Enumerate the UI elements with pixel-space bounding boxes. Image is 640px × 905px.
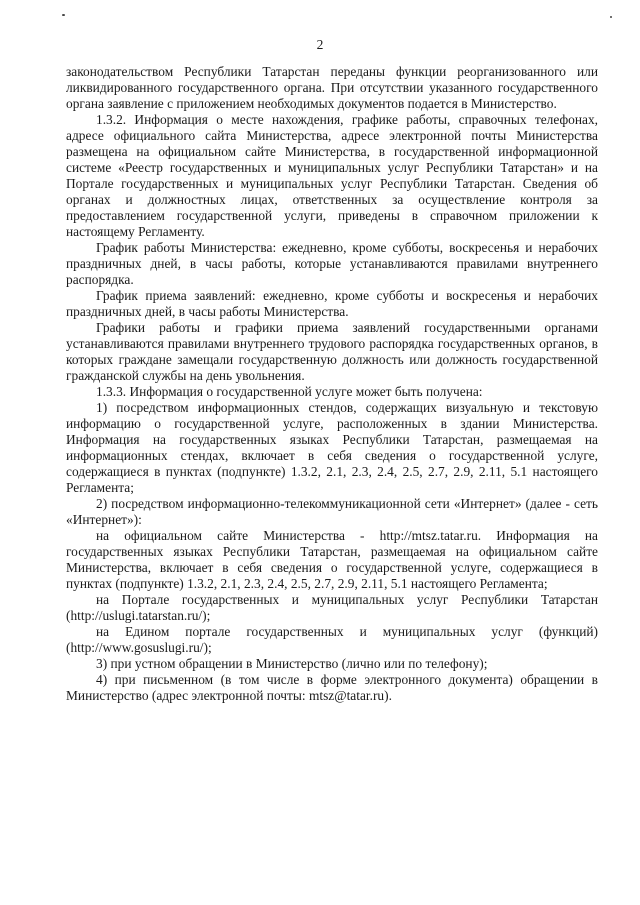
document-body (66, 64, 598, 704)
scan-speck (610, 16, 612, 18)
paragraph: 1.3.2. Информация о месте нахождения, графике работы, справочных телефонах, адресе официального сайта Министерства, адресе электронной почты Министерства размещена на официальном сайте Министерства, в государственной информационной системе «Реестр государственных и муниципальных услуг Республики Татарстан» и на Портале государственных и муниципальных услуг Республики Татарстан. Сведения об органах и должностных лицах, ответственных за осуществление контроля за предоставлением государственной услуги, приведены в справочном приложении к настоящему Регламенту. (66, 112, 598, 239)
paragraph: 2) посредством информационно-телекоммуникационной сети «Интернет» (далее - сеть «Интернет»): (66, 496, 598, 527)
paragraph: График приема заявлений: ежедневно, кроме субботы и воскресенья и нерабочих праздничных дней, в часы работы Министерства. (66, 288, 598, 319)
paragraph: 1) посредством информационных стендов, содержащих визуальную и текстовую информацию о государственной услуге, расположенных в здании Министерства. Информация на государственных языках Республики Татарстан, размещаемая на информационных стендах, включает в себя сведения о государственной услуге, содержащиеся в пунктах (подпункте) 1.3.2, 2.1, 2.3, 2.4, 2.5, 2.7, 2.9, 2.11, 5.1 настоящего Регламента; (66, 400, 598, 495)
paragraph: График работы Министерства: ежедневно, кроме субботы, воскресенья и нерабочих праздничных дней, в часы работы, которые устанавливаются правилами внутреннего распорядка. (66, 240, 598, 287)
paragraph: 1.3.3. Информация о государственной услуге может быть получена: (96, 384, 483, 399)
paragraph: 4) при письменном (в том числе в форме электронного документа) обращении в Министерство (адрес электронной почты: mtsz@tatar.ru). (66, 672, 598, 703)
paragraph: Графики работы и графики приема заявлений государственными органами устанавливаются правилами внутреннего трудового распорядка государственных органов, в которых граждане замещали государственную должность или должность государственной гражданской службы на день увольнения. (66, 320, 598, 383)
paragraph: законодательством Республики Татарстан переданы функции реорганизованного или ликвидированного государственного органа. При отсутствии указанного государственного органа заявление с приложением необходимых документов подается в Министерство. (66, 64, 598, 111)
paragraph: на Портале государственных и муниципальных услуг Республики Татарстан (http://uslugi.tatarstan.ru/); (66, 592, 598, 623)
paragraph: на Едином портале государственных и муниципальных услуг (функций) (http://www.gosuslugi.ru/); (66, 624, 598, 655)
page-number: 2 (316, 37, 324, 52)
paragraph: 3) при устном обращении в Министерство (лично или по телефону); (96, 656, 488, 671)
scan-speck (62, 14, 65, 16)
paragraph: на официальном сайте Министерства - http://mtsz.tatar.ru. Информация на государственных языках Республики Татарстан, размещаемая на официальном сайте Министерства, включает в себя сведения о государственной услуге, содержащиеся в пунктах (подпункте) 1.3.2, 2.1, 2.3, 2.4, 2.5, 2.7, 2.9, 2.11, 5.1 настоящего Регламента; (66, 528, 598, 591)
